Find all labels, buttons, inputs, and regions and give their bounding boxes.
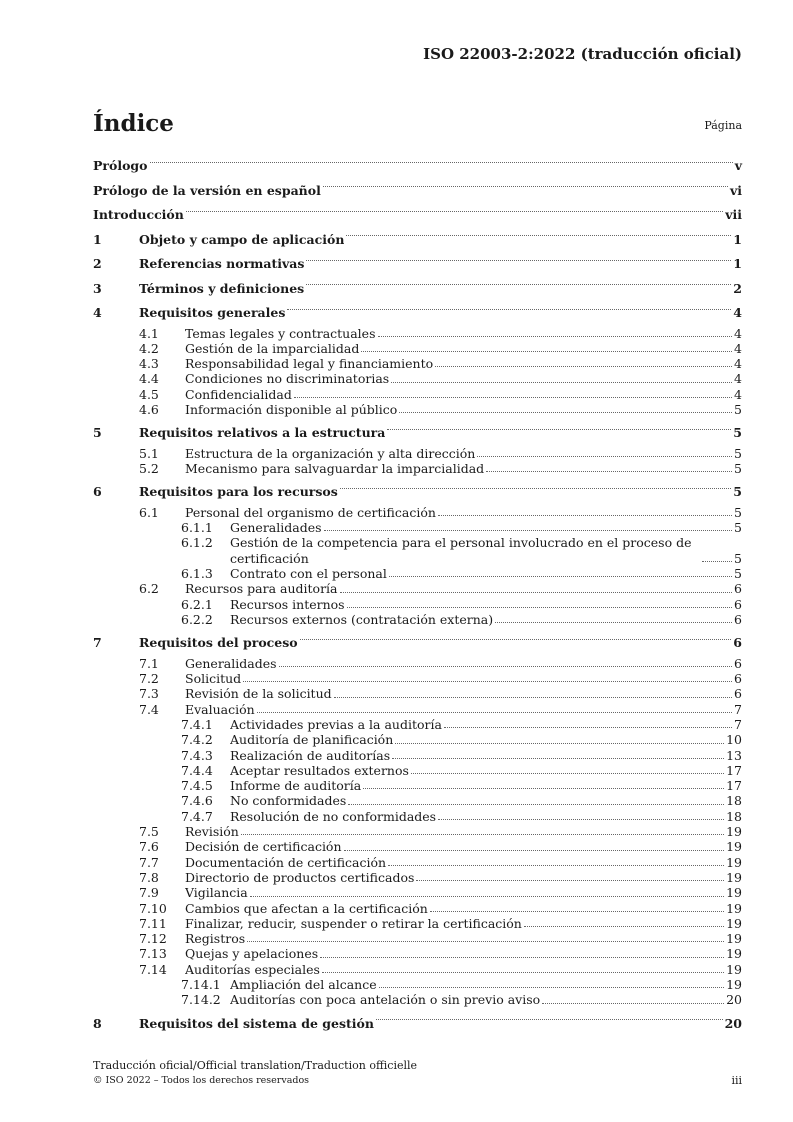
dot-leader [387,429,731,430]
toc-entry-title: Objeto y campo de aplicación [139,231,345,247]
toc-entry-page: 4 [734,386,742,402]
toc-entry[interactable] [93,992,742,1007]
toc-entry[interactable] [93,763,742,778]
toc-entry-number: 7.8 [139,869,159,885]
toc-entry-title: Requisitos generales [139,305,286,320]
toc-entry-number: 4.2 [139,340,159,356]
toc-entry-page: 19 [726,824,742,840]
toc-entry-number: 4.6 [139,401,159,417]
toc-entry-page: 18 [726,793,742,809]
toc-entry-page: 19 [726,976,742,992]
toc-entry-page: 19 [726,869,742,885]
dot-leader [324,530,733,531]
toc-entry-title: Introducción [93,207,184,222]
page-title: Índice [93,110,174,137]
toc-entry-title: Generalidades [230,520,322,536]
toc-entry-page: 6 [734,686,742,702]
dot-leader [306,284,731,285]
toc-entry-page: 5 [734,461,742,477]
toc-entry-number: 7 [93,635,102,651]
dot-leader [411,773,724,774]
toc-entry[interactable] [93,277,742,302]
toc-entry-number: 7.4.6 [181,793,213,809]
toc-entry-page: 17 [726,762,742,778]
toc-entry-title: Finalizar, reducir, suspender o retirar la certificación [185,915,522,931]
dot-leader [300,639,732,640]
dot-leader [340,592,733,593]
toc-entry-page: 1 [733,256,742,271]
toc-entry-page: 19 [726,854,742,870]
toc-entry-number: 7.4.3 [181,747,213,763]
toc-entry[interactable] [93,778,742,793]
dot-leader [391,382,732,383]
toc-entry[interactable] [93,597,742,612]
toc-entry-title: Aceptar resultados externos [230,762,409,778]
dot-leader [395,743,724,744]
toc-entry-number: 7.6 [139,839,159,855]
toc-entry-title: Solicitud [185,671,242,687]
toc-entry-number: 4.5 [139,386,159,402]
toc-entry-title: Información disponible al público [185,401,398,417]
toc-entry-number: 6.1 [139,504,159,520]
dot-leader [399,412,732,413]
toc-entry-page: 6 [734,611,742,627]
toc-entry[interactable] [93,656,742,671]
dot-leader [363,788,724,789]
dot-leader [294,397,732,398]
toc-entry-title: Auditorías con poca antelación o sin previo aviso [230,992,541,1008]
toc-entry-title: Temas legales y contractuales [185,325,376,341]
toc-entry-number: 2 [93,256,102,271]
toc-entry-number: 7.1 [139,655,159,671]
copyright-notice: © ISO 2022 – Todos los derechos reservados [93,1075,310,1086]
toc-entry[interactable] [93,154,742,179]
dot-leader [347,607,732,608]
toc-entry-page: vii [725,207,742,222]
toc-entry-number: 7.4.1 [181,716,213,732]
page-column-label: Página [704,119,742,132]
toc-entry-number: 6.1.1 [181,520,213,536]
dot-leader [376,1019,723,1020]
toc-entry-number: 7.14.2 [181,992,221,1008]
toc-entry-title: Quejas y apelaciones [185,946,319,962]
toc-entry-title: Estructura de la organización y alta dirección [185,445,476,461]
toc-entry[interactable] [93,748,742,763]
toc-entry-page: 17 [726,778,742,794]
dot-leader [389,576,732,577]
table-of-contents [93,154,742,1036]
toc-entry-title: Gestión de la competencia para el personal involucrado en el proceso de certificación [230,535,692,566]
toc-entry[interactable] [93,809,742,824]
dot-leader [340,488,732,489]
toc-entry-number: 7.4.5 [181,778,213,794]
toc-entry[interactable] [93,203,742,228]
toc-entry[interactable] [93,839,742,854]
toc-entry-number: 7.13 [139,946,167,962]
toc-entry-number: 3 [93,280,102,296]
toc-entry-title: Documentación de certificación [185,854,387,870]
toc-entry-title: Recursos internos [230,596,345,612]
toc-entry[interactable] [93,946,742,961]
toc-entry-page: 19 [726,839,742,855]
toc-entry[interactable] [93,581,742,596]
toc-entry-title: Mecanismo para salvaguardar la imparcialidad [185,461,485,477]
toc-entry[interactable] [93,717,742,732]
toc-entry-title: Prólogo [93,158,148,173]
toc-entry-number: 7.5 [139,824,159,840]
dot-leader [348,804,724,805]
toc-entry-page: 2 [733,280,742,296]
toc-entry-page: 4 [733,305,742,320]
toc-entry-number: 7.4.4 [181,762,213,778]
toc-entry[interactable] [93,356,742,371]
dot-leader [438,819,724,820]
dot-leader [388,865,724,866]
toc-entry-number: 5 [93,425,102,441]
toc-entry-page: 5 [734,550,742,566]
toc-entry[interactable] [93,480,742,505]
toc-entry-number: 7.7 [139,854,159,870]
dot-leader [186,211,723,212]
toc-entry-page: 7 [734,701,742,717]
toc-entry-title: Ampliación del alcance [230,976,377,992]
toc-entry[interactable] [93,901,742,916]
toc-entry-number: 7.2 [139,671,159,687]
toc-entry-title: Directorio de productos certificados [185,869,415,885]
toc-entry-page: 19 [726,900,742,916]
dot-leader [320,957,724,958]
toc-entry-number: 4.4 [139,371,159,387]
toc-entry-title: Contrato con el personal [230,566,387,582]
toc-entry[interactable] [93,371,742,386]
dot-leader [346,235,731,236]
toc-entry[interactable] [93,301,742,326]
toc-entry[interactable] [93,612,742,627]
dot-leader [542,1003,724,1004]
toc-entry-title: Requisitos del sistema de gestión [139,1015,374,1031]
toc-entry-title: Confidencialidad [185,386,292,402]
toc-entry-title: Auditorías especiales [185,961,320,977]
dot-leader [344,850,725,851]
toc-entry-title: Recursos externos (contratación externa) [230,611,494,627]
toc-entry-page: vi [729,182,742,198]
toc-entry-page: 6 [734,596,742,612]
toc-entry-page: 13 [726,747,742,763]
toc-entry[interactable] [93,885,742,900]
toc-entry-title: Prólogo de la versión en español [93,182,321,198]
toc-entry-number: 6 [93,484,102,500]
toc-entry-page: 5 [734,566,742,582]
toc-entry-title: Gestión de la imparcialidad [185,340,360,356]
toc-entry-title: Resolución de no conformidades [230,808,437,824]
toc-entry-title: Registros [185,931,246,947]
toc-entry-title: Revisión de la solicitud [185,686,332,702]
toc-entry-number: 7.3 [139,686,159,702]
toc-entry[interactable] [93,179,742,204]
toc-entry-number: 6.2 [139,581,159,597]
toc-entry-page: 7 [734,716,742,732]
toc-entry[interactable] [93,520,742,535]
toc-entry-title: Recursos para auditoría [185,581,338,597]
toc-entry-title: Vigilancia [185,885,248,901]
toc-entry[interactable] [93,341,742,356]
dot-leader [150,162,733,163]
dot-leader [486,471,732,472]
toc-entry[interactable] [93,252,742,277]
toc-entry-page: 5 [734,504,742,520]
dot-leader [257,712,732,713]
dot-leader [430,911,724,912]
toc-entry[interactable] [93,326,742,341]
page-number: iii [731,1074,742,1087]
toc-entry-title: Condiciones no discriminatorias [185,371,390,387]
toc-entry-number: 4.3 [139,356,159,372]
toc-entry-number: 7.11 [139,915,167,931]
toc-entry-page: 5 [733,484,742,500]
dot-leader [392,758,724,759]
dot-leader [323,186,728,187]
toc-entry-page: 5 [734,445,742,461]
toc-entry-number: 7.12 [139,931,167,947]
toc-entry-title: Realización de auditorías [230,747,391,763]
toc-entry-page: 19 [726,915,742,931]
toc-entry-page: 5 [734,401,742,417]
toc-entry-title: Requisitos relativos a la estructura [139,425,386,441]
toc-entry-number: 7.14.1 [181,976,221,992]
toc-entry-page: 10 [726,732,742,748]
toc-entry-page: 6 [734,671,742,687]
toc-entry[interactable] [93,702,742,717]
dot-leader [279,666,733,667]
toc-entry-number: 4.1 [139,325,159,341]
toc-entry-page: 20 [724,1015,742,1031]
toc-entry[interactable] [93,824,742,839]
dot-leader [524,926,724,927]
dot-leader [379,987,724,988]
toc-entry-number: 7.9 [139,885,159,901]
toc-entry-title: Auditoría de planificación [230,732,394,748]
toc-entry-number: 1 [93,231,102,247]
toc-entry-title: Decisión de certificación [185,839,342,855]
toc-entry-page: 20 [726,992,742,1008]
dot-leader [477,456,732,457]
dot-leader [306,260,731,261]
dot-leader [334,697,732,698]
dot-leader [250,896,724,897]
toc-entry[interactable] [93,671,742,686]
toc-entry-page: 19 [726,946,742,962]
toc-entry-number: 7.4.7 [181,808,213,824]
toc-entry[interactable] [93,446,742,461]
toc-entry-page: 19 [726,885,742,901]
toc-entry-title: Evaluación [185,701,255,717]
toc-entry-title: Responsabilidad legal y financiamiento [185,356,434,372]
toc-entry-page: 5 [733,425,742,441]
dot-leader [438,515,732,516]
toc-entry-page: 5 [734,520,742,536]
toc-entry-title: Actividades previas a la auditoría [230,716,442,732]
toc-entry-title: Generalidades [185,655,277,671]
toc-entry[interactable] [93,421,742,446]
toc-entry-title: No conformidades [230,793,347,809]
toc-entry-page: 19 [726,961,742,977]
toc-entry-number: 5.2 [139,461,159,477]
toc-entry[interactable] [93,732,742,747]
toc-entry-page: 6 [734,655,742,671]
dot-leader [416,880,724,881]
toc-entry[interactable] [93,916,742,931]
toc-entry-number: 6.1.2 [181,535,213,551]
toc-entry[interactable] [93,228,742,253]
toc-entry-number: 6.1.3 [181,566,213,582]
toc-entry-page: 4 [734,371,742,387]
toc-entry[interactable] [93,505,742,520]
toc-entry-title: Revisión [185,824,239,840]
toc-entry[interactable] [93,855,742,870]
document-id: ISO 22003-2:2022 (traducción oficial) [423,45,742,63]
toc-entry-page: 4 [734,356,742,372]
dot-leader [247,941,724,942]
dot-leader [287,309,731,310]
toc-entry-title: Referencias normativas [139,256,305,271]
toc-entry-number: 6.2.2 [181,611,213,627]
dot-leader [495,622,732,623]
dot-leader [444,727,732,728]
dot-leader [361,351,732,352]
toc-entry-title: Términos y definiciones [139,280,305,296]
toc-entry[interactable] [93,962,742,977]
toc-entry-number: 7.4.2 [181,732,213,748]
toc-entry[interactable] [93,387,742,402]
dot-leader [378,336,733,337]
toc-entry[interactable] [93,1012,742,1037]
toc-entry-number: 7.14 [139,961,167,977]
dot-leader [241,834,724,835]
toc-entry-title: Cambios que afectan a la certificación [185,900,428,916]
toc-entry-page: 18 [726,808,742,824]
toc-entry-page: 6 [733,635,742,651]
toc-entry[interactable] [93,977,742,992]
toc-entry-title: Requisitos para los recursos [139,484,338,500]
toc-entry[interactable] [93,402,742,417]
toc-entry[interactable] [93,686,742,701]
toc-entry-title: Requisitos del proceso [139,635,298,651]
translation-notice: Traducción oficial/Official translation/Traduction officielle [93,1059,418,1072]
toc-entry[interactable] [93,566,742,581]
toc-entry-page: v [734,158,742,173]
toc-entry-page: 4 [734,325,742,341]
toc-entry-number: 7.10 [139,900,167,916]
toc-entry-number: 8 [93,1015,102,1031]
toc-entry-page: 4 [734,340,742,356]
dot-leader [435,366,732,367]
toc-entry-number: 7.4 [139,701,159,717]
toc-entry-number: 5.1 [139,445,159,461]
dot-leader [702,561,732,562]
toc-entry-title: Personal del organismo de certificación [185,504,436,520]
toc-entry-page: 19 [726,931,742,947]
toc-entry-number: 4 [93,305,102,320]
toc-entry-page: 1 [733,231,742,247]
toc-entry[interactable] [93,535,742,566]
toc-entry[interactable] [93,631,742,656]
toc-entry[interactable] [93,870,742,885]
toc-entry-title: Informe de auditoría [230,778,362,794]
toc-entry[interactable] [93,461,742,476]
dot-leader [243,681,732,682]
toc-entry[interactable] [93,931,742,946]
dot-leader [322,972,724,973]
toc-entry-page: 6 [734,581,742,597]
toc-entry[interactable] [93,793,742,808]
toc-entry-number: 6.2.1 [181,596,213,612]
